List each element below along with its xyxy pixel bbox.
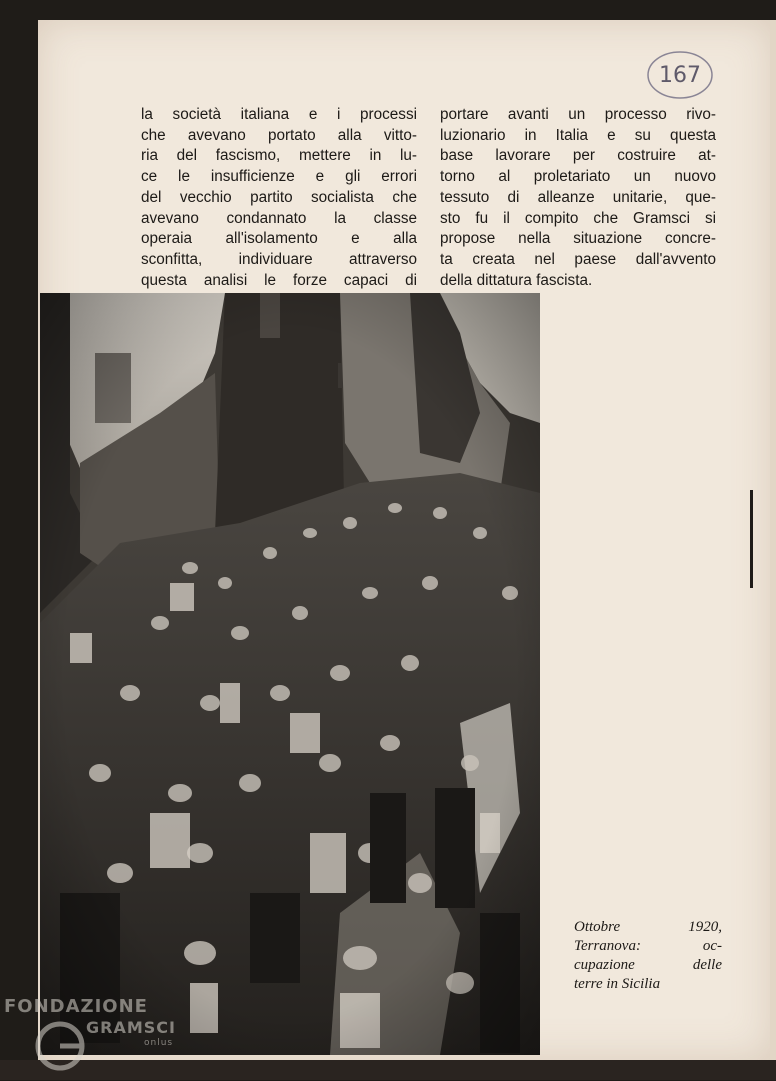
document-page <box>38 20 772 1060</box>
text-line: luzionario in Italia e su questa <box>440 126 716 144</box>
text-line: ria del fascismo, mettere in lu- <box>141 147 417 165</box>
text-line: portare avanti un processo rivo- <box>440 106 716 123</box>
text-column-right <box>440 105 716 291</box>
margin-line <box>750 490 753 588</box>
text-line: la società italiana e i processi <box>141 106 417 123</box>
text-line: della dittatura fascista. <box>440 271 593 289</box>
text-line: tessuto di alleanze unitarie, que- <box>440 188 716 206</box>
text-column-left <box>141 105 417 291</box>
paper-edge <box>770 20 776 1060</box>
watermark-line3: onlus <box>144 1038 174 1048</box>
watermark-line1: FONDAZIONE <box>4 996 148 1017</box>
text-line: del vecchio partito socialista che <box>141 188 417 206</box>
caption-line: terre in Sicilia <box>574 976 661 992</box>
caption-line: Ottobre 1920, <box>574 919 722 935</box>
text-line: ta creata nel paese dall'avvento <box>440 250 716 268</box>
text-line: avevano condannato la classe <box>141 209 417 227</box>
caption-line: cupazione delle <box>574 957 722 973</box>
caption-line: Terranova: oc- <box>574 938 722 954</box>
text-line: propose nella situazione concre- <box>440 230 716 248</box>
text-line: torno al proletariato un nuovo <box>440 168 716 186</box>
photo-caption <box>574 918 722 994</box>
text-line: operaia all'isolamento e alla <box>141 230 417 248</box>
text-line: ce le insufficienze e gli errori <box>141 168 417 186</box>
page-number-stamp <box>644 48 716 102</box>
text-line: sto fu il compito che Gramsci si <box>440 209 716 227</box>
watermark-logo <box>4 994 204 1076</box>
crowd-occupation-photo <box>40 293 540 1055</box>
text-line: che avevano portato alla vitto- <box>141 126 417 144</box>
text-line: base lavorare per costruire at- <box>440 147 716 165</box>
text-line: questa analisi le forze capaci di <box>141 271 417 289</box>
text-line: sconfitta, individuare attraverso <box>141 250 417 268</box>
page-number: 167 <box>659 62 701 88</box>
circle-stamp-icon <box>644 48 716 102</box>
watermark-line2: GRAMSCI <box>86 1018 176 1037</box>
photo-illustration <box>40 293 540 1055</box>
